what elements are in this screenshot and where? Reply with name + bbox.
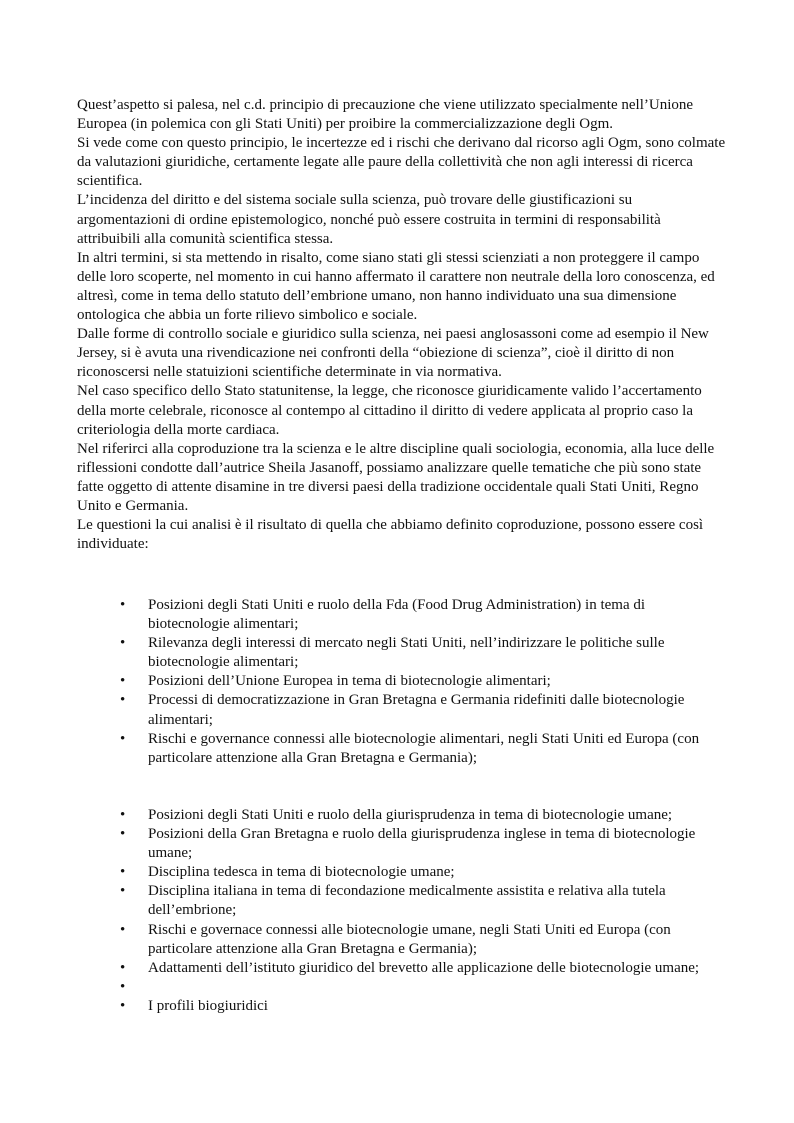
list-item-text: Rilevanza degli interessi di mercato negli Stati Uniti, nell’indirizzare le politiche sulle biotecnologie alimentari;: [148, 635, 665, 671]
list-item-text: Posizioni degli Stati Uniti e ruolo della Fda (Food Drug Administration) in tema di biotecnologie alimentari;: [148, 597, 646, 633]
list-item-text: Rischi e governace connessi alle biotecnologie umane, negli Stati Uniti ed Europa (con particolare attenzione alla Gran Bretagna e Germania);: [148, 921, 671, 957]
bullet-icon: •: [120, 673, 126, 690]
list-item-text: Disciplina italiana in tema di fecondazione medicalmente assistita e relativa alla tutela dell’embrione;: [148, 883, 666, 919]
bullet-icon: •: [120, 826, 126, 843]
food-biotech-list: [118, 596, 718, 768]
paragraph: Nel caso specifico dello Stato statunitense, la legge, che riconosce giuridicamente valido l’accertamento della morte celebrale, riconosce al contempo al cittadino il diritto di vedere applicata al proprio caso la criteriologia della morte cardiaca.: [77, 383, 702, 438]
bullet-icon: •: [120, 997, 126, 1014]
paragraph: Quest’aspetto si palesa, nel c.d. principio di precauzione che viene utilizzato specialmente nell’Unione Europea (in polemica con gli Stati Uniti) per proibire la commercializzazione degli Ogm.: [77, 97, 694, 133]
bullet-icon: •: [120, 597, 126, 613]
list-item: [118, 596, 718, 634]
bullet-icon: •: [120, 959, 126, 976]
paragraph: Nel riferirci alla coproduzione tra la scienza e le altre discipline quali sociologia, economia, alla luce delle riflessioni condotte dall’autrice Sheila Jasanoff, possiamo analizzare quelle tematiche che più sono state fatte oggetto di attente disamine in tre diversi paesi della tradizione occidentale quali Stati Uniti, Regno Unito e Germania.: [77, 440, 715, 514]
list-item-text: Disciplina tedesca in tema di biotecnologie umane;: [148, 864, 455, 881]
bullet-icon: •: [120, 730, 126, 747]
list-item-text: Posizioni dell’Unione Europea in tema di biotecnologie alimentari;: [148, 673, 551, 690]
list-item: [118, 921, 718, 959]
list-item: [118, 634, 718, 672]
list-item: [118, 691, 718, 729]
body-text: [77, 96, 727, 554]
paragraph: Le questioni la cui analisi è il risultato di quella che abbiamo definito coproduzione, possono essere così individuate:: [77, 517, 704, 553]
bullet-icon: •: [120, 883, 126, 900]
list-item-text: Posizioni degli Stati Uniti e ruolo della giurisprudenza in tema di biotecnologie umane;: [148, 807, 673, 823]
list-item: [118, 825, 718, 863]
list-item-text: I profili biogiuridici: [148, 997, 268, 1014]
list-item: [118, 863, 718, 882]
paragraph: In altri termini, si sta mettendo in risalto, come siano stati gli stessi scienziati a non proteggere il campo delle loro scoperte, nel momento in cui hanno affermato il carattere non neutrale della loro conoscenza, ed altresì, come in tema dello statuto dell’embrione umano, non hanno individuato una sua dimensione ontologica che abbia un forte rilievo simbolico e sociale.: [77, 249, 715, 324]
human-biotech-list: [118, 806, 718, 1016]
list-item-text: Posizioni della Gran Bretagna e ruolo della giurisprudenza inglese in tema di biotecnologie umane;: [148, 826, 696, 862]
paragraph: Si vede come con questo principio, le incertezze ed i rischi che derivano dal ricorso agli Ogm, sono colmate da valutazioni giuridiche, certamente legate alle paure della collettività che non agli interessi di ricerca scientifica.: [77, 135, 726, 190]
bullet-icon: •: [120, 635, 126, 652]
paragraph: Dalle forme di controllo sociale e giuridico sulla scienza, nei paesi anglosassoni come ad esempio il New Jersey, si è avuta una rivendicazione nei confronti della “obiezione di scienza”, cioè il diritto di non riconoscersi nelle statuizioni scientifiche determinate in via normativa.: [77, 326, 709, 381]
bullet-icon: •: [120, 807, 126, 823]
list-item-empty: [118, 978, 718, 997]
list-item: [118, 806, 718, 825]
paragraph: L’incidenza del diritto e del sistema sociale sulla scienza, può trovare delle giustificazioni su argomentazioni di ordine epistemologico, nonché può essere costruita in termini di responsabilità attribuibili alla comunità scientifica stessa.: [77, 192, 661, 247]
list-item-text: Processi di democratizzazione in Gran Bretagna e Germania ridefiniti dalle biotecnologie alimentari;: [148, 692, 685, 728]
list-item-text: Rischi e governance connessi alle biotecnologie alimentari, negli Stati Uniti ed Europa (con particolare attenzione alla Gran Bretagna e Germania);: [148, 730, 700, 766]
list-item: [118, 672, 718, 691]
bullet-icon: •: [120, 921, 126, 938]
list-item: [118, 882, 718, 920]
list-item: [118, 959, 718, 978]
bullet-icon: •: [120, 978, 126, 995]
bullet-icon: •: [120, 864, 126, 881]
list-item: [118, 997, 718, 1016]
list-item-text: Adattamenti dell’istituto giuridico del brevetto alle applicazione delle biotecnologie umane;: [148, 959, 700, 976]
list-item: [118, 730, 718, 768]
bullet-icon: •: [120, 692, 126, 709]
